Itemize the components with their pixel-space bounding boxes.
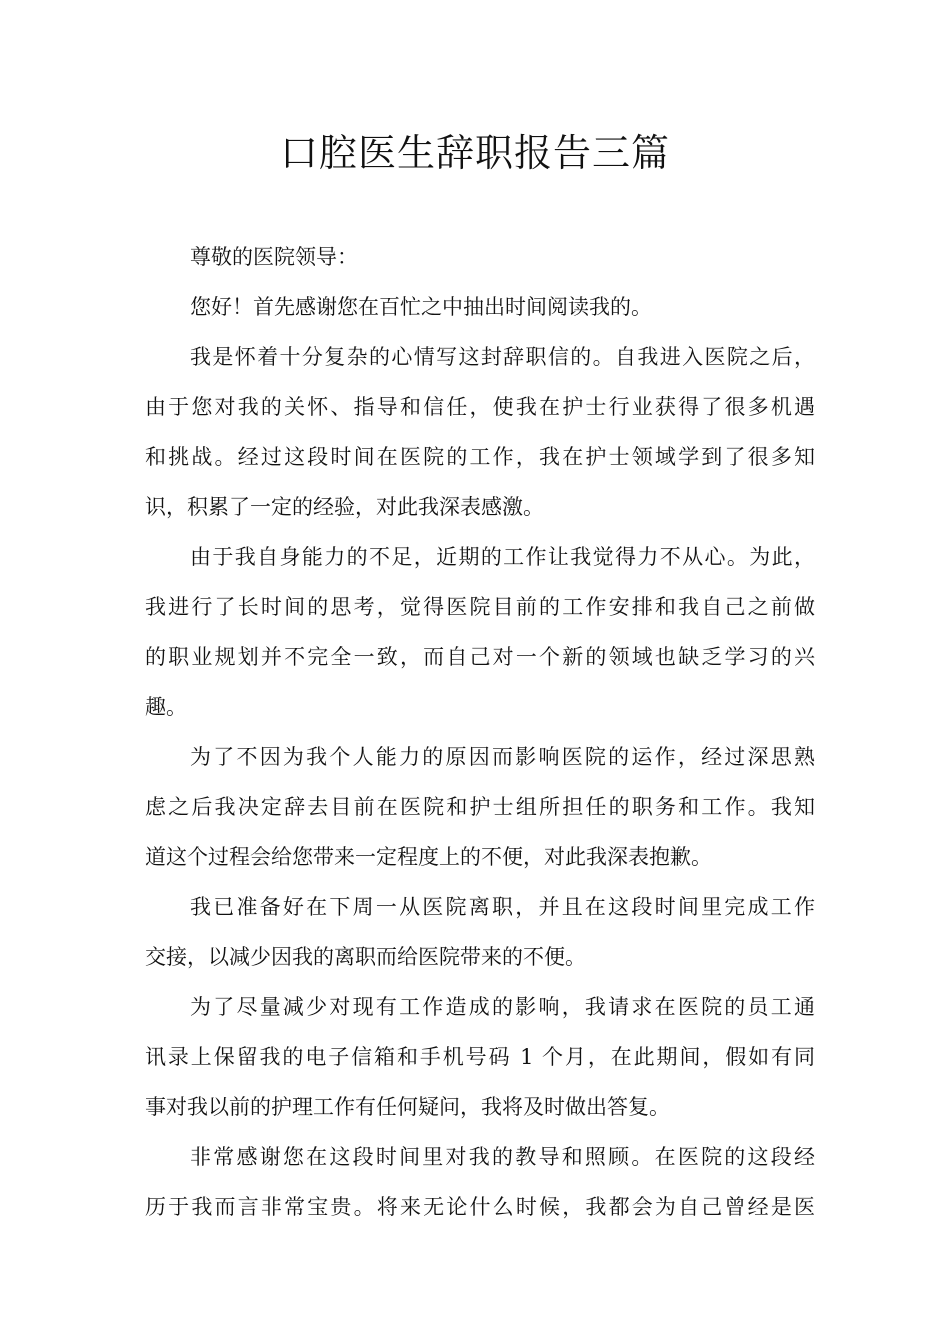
text-line: 为了尽量减少对现有工作造成的影响，我请求在医院的员工通 [190,995,815,1019]
text-line: 事对我以前的护理工作有任何疑问，我将及时做出答复。 [145,1095,670,1119]
text-line: 您好！首先感谢您在百忙之中抽出时间阅读我的。 [190,295,652,319]
text-line: 我已准备好在下周一从医院离职，并且在这段时间里完成工作 [190,895,815,919]
text-line: 交接，以减少因我的离职而给医院带来的不便。 [145,945,586,969]
text-line: 为了不因为我个人能力的原因而影响医院的运作，经过深思熟 [190,745,815,769]
document-body [145,232,815,1232]
text-line: 尊敬的医院领导： [190,245,358,269]
text-line: 我是怀着十分复杂的心情写这封辞职信的。自我进入医院之后， [190,345,815,369]
text-line: 道这个过程会给您带来一定程度上的不便，对此我深表抱歉。 [145,845,712,869]
text-line: 我进行了长时间的思考，觉得医院目前的工作安排和我自己之前做 [145,595,815,619]
text-line: 趣。 [145,695,187,719]
text-line: 历于我而言非常宝贵。将来无论什么时候，我都会为自己曾经是医 [145,1195,815,1219]
text-line: 识，积累了一定的经验，对此我深表感激。 [145,495,544,519]
text-line: 非常感谢您在这段时间里对我的教导和照顾。在医院的这段经 [190,1145,815,1169]
text-line: 由于我自身能力的不足，近期的工作让我觉得力不从心。为此， [190,545,815,569]
text-line: 虑之后我决定辞去目前在医院和护士组所担任的职务和工作。我知 [145,795,815,819]
text-line: 讯录上保留我的电子信箱和手机号码 1 个月，在此期间，假如有同 [145,1045,815,1069]
text-line: 和挑战。经过这段时间在医院的工作，我在护士领域学到了很多知 [145,445,815,469]
text-line: 由于您对我的关怀、指导和信任，使我在护士行业获得了很多机遇 [145,395,815,419]
document-title: 口腔医生辞职报告三篇 [279,131,670,175]
text-line: 的职业规划并不完全一致，而自己对一个新的领域也缺乏学习的兴 [145,645,815,669]
